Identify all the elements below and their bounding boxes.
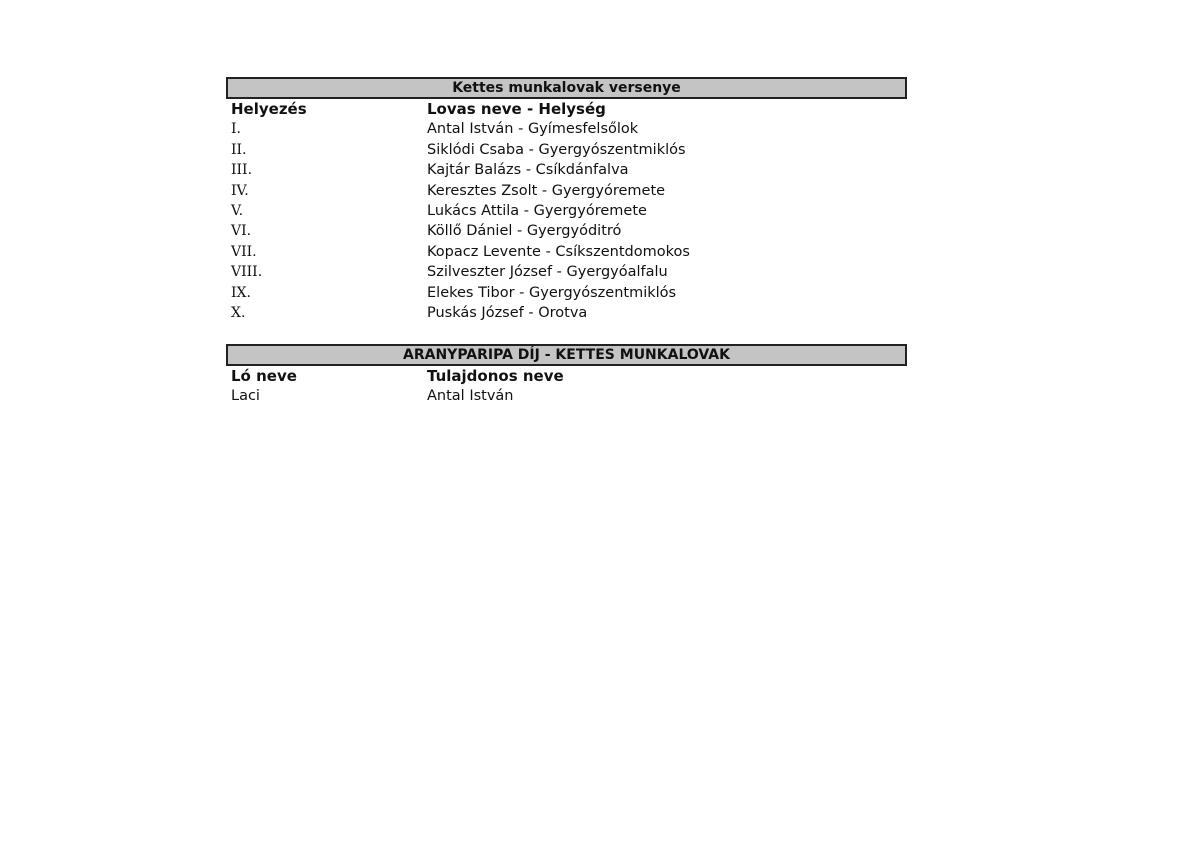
placement-cell: VII. xyxy=(231,243,257,260)
award-title: ARANYPARIPA DÍJ - KETTES MUNKALOVAK xyxy=(226,344,907,366)
award-header-row xyxy=(226,366,907,386)
rider-cell: Elekes Tibor - Gyergyószentmiklós xyxy=(427,284,677,301)
owner-name-header: Tulajdonos neve xyxy=(427,367,564,385)
results-list xyxy=(226,119,907,323)
rider-cell: Kopacz Levente - Csíkszentdomokos xyxy=(427,243,690,260)
table-row xyxy=(226,283,907,303)
results-header-row xyxy=(226,99,907,119)
results-section xyxy=(226,77,907,323)
table-row xyxy=(226,303,907,323)
placement-cell: II. xyxy=(231,141,247,158)
rider-cell: Siklódi Csaba - Gyergyószentmiklós xyxy=(427,141,686,158)
placement-cell: I. xyxy=(231,121,241,138)
results-title: Kettes munkalovak versenye xyxy=(226,77,907,99)
table-row xyxy=(226,221,907,241)
rider-cell: Köllő Dániel - Gyergyóditró xyxy=(427,223,622,240)
placement-cell: IV. xyxy=(231,182,249,199)
table-row xyxy=(226,160,907,180)
placement-cell: IX. xyxy=(231,284,251,301)
rider-cell: Kajtár Balázs - Csíkdánfalva xyxy=(427,162,629,179)
award-section xyxy=(226,344,907,407)
table-row xyxy=(226,140,907,160)
placement-cell: X. xyxy=(231,304,246,321)
owner-name-cell: Antal István xyxy=(427,388,514,405)
rider-cell: Szilveszter József - Gyergyóalfalu xyxy=(427,264,668,281)
placement-cell: III. xyxy=(231,162,253,179)
placement-cell: VIII. xyxy=(231,264,263,281)
rider-header: Lovas neve - Helység xyxy=(427,100,606,118)
table-row xyxy=(226,201,907,221)
rider-cell: Lukács Attila - Gyergyóremete xyxy=(427,202,647,219)
rider-cell: Puskás József - Orotva xyxy=(427,304,588,321)
table-row xyxy=(226,262,907,282)
placement-header: Helyezés xyxy=(231,100,307,118)
horse-name-cell: Laci xyxy=(231,388,260,405)
rider-cell: Keresztes Zsolt - Gyergyóremete xyxy=(427,182,666,199)
table-row xyxy=(226,119,907,139)
horse-name-header: Ló neve xyxy=(231,367,297,385)
award-list xyxy=(226,386,907,406)
table-row xyxy=(226,181,907,201)
table-row xyxy=(226,386,907,406)
placement-cell: VI. xyxy=(231,223,252,240)
placement-cell: V. xyxy=(231,202,244,219)
rider-cell: Antal István - Gyímesfelsőlok xyxy=(427,121,639,138)
table-row xyxy=(226,242,907,262)
